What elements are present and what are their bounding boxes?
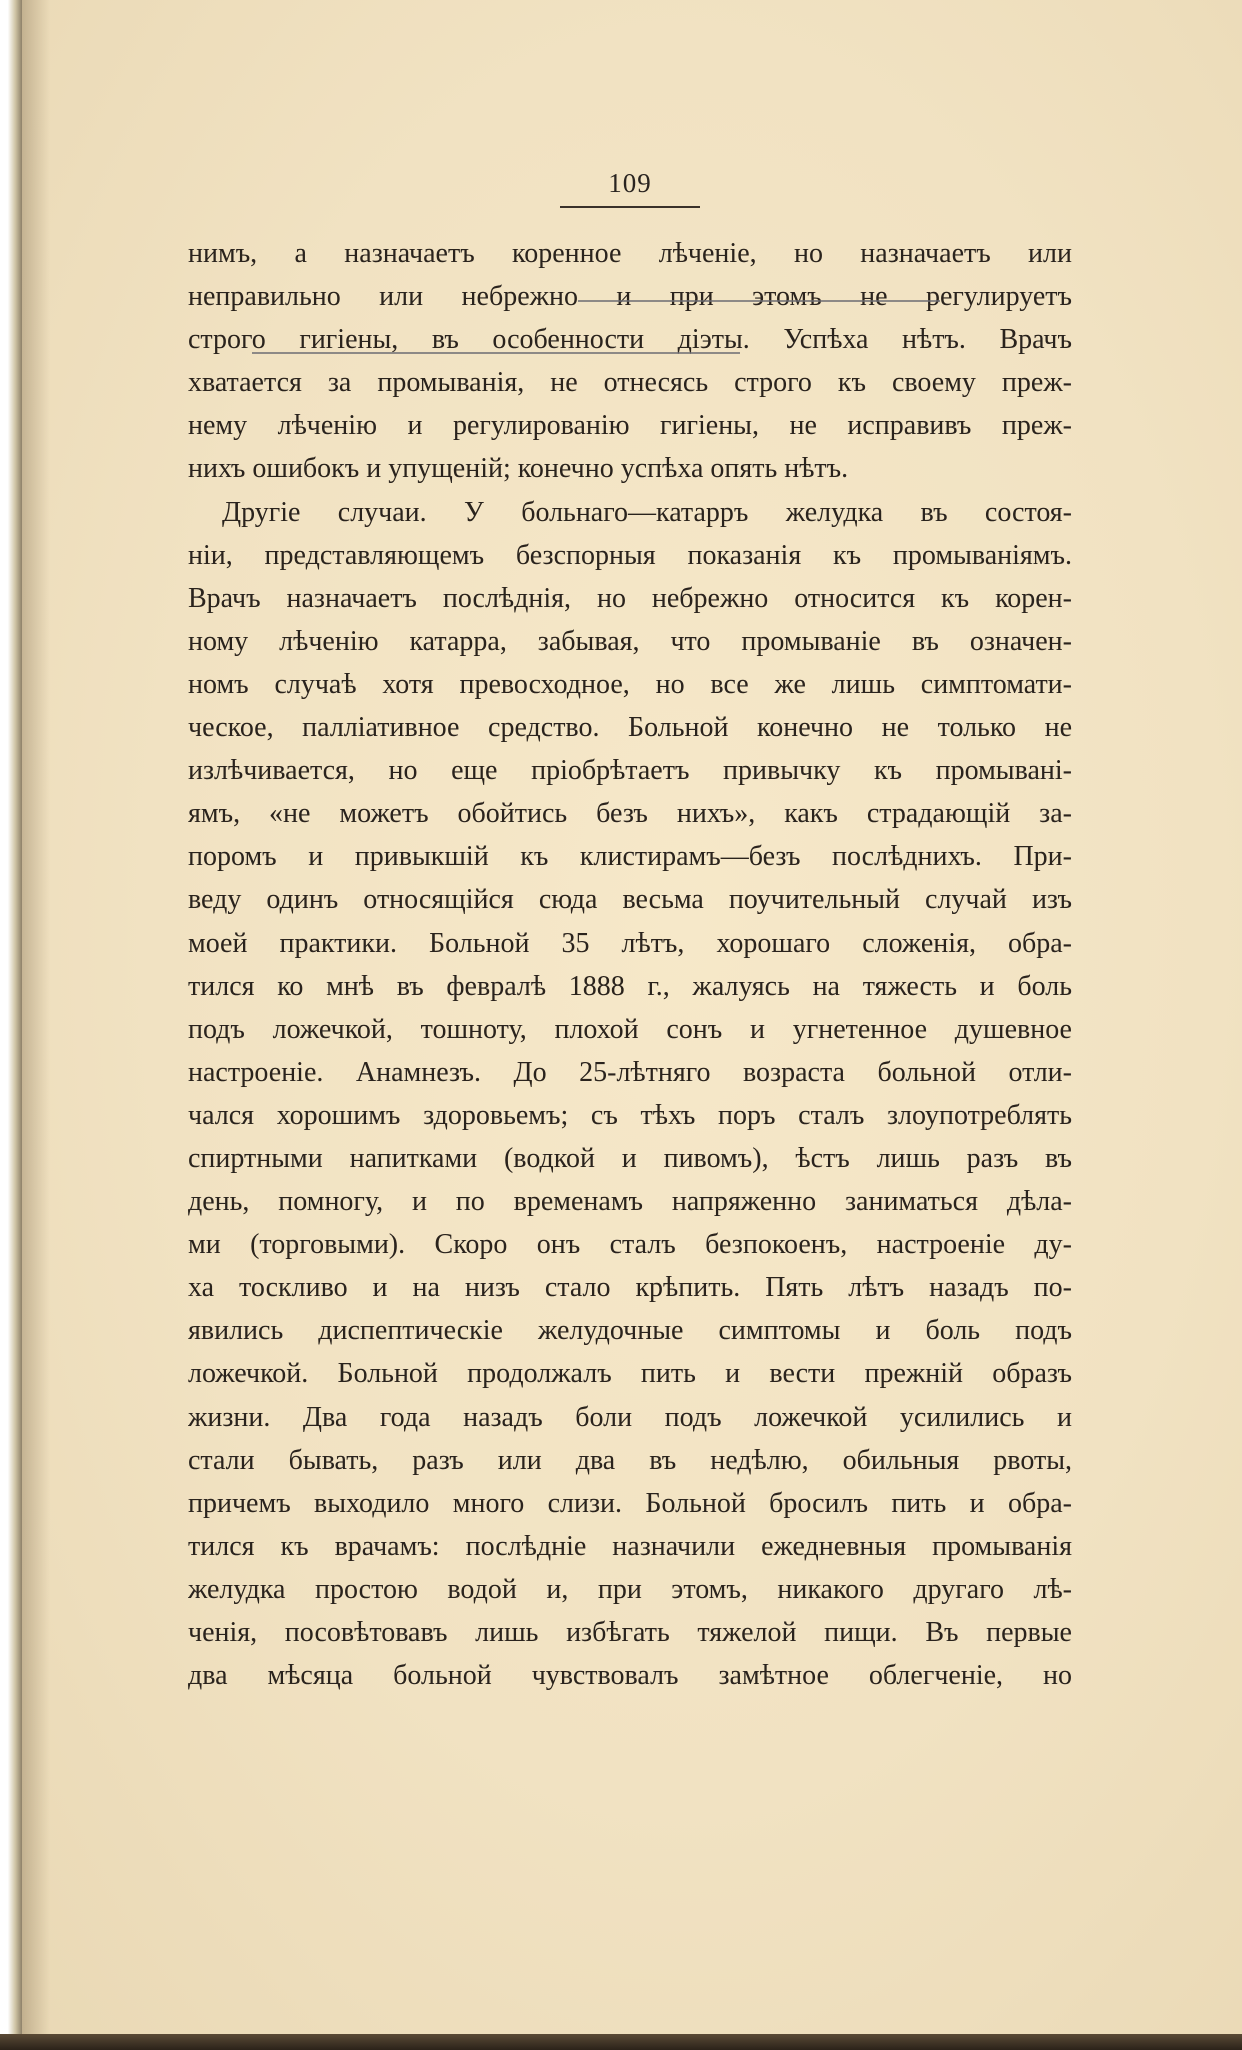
text-line: Врачъ назначаетъ послѣднія, но небрежно относится къ корен- (188, 582, 1072, 614)
page-number: 109 (608, 168, 652, 198)
text-line: Другіе случаи. У больнаго—катарръ желудка въ состоя- (222, 496, 1072, 528)
text-line: строго гигіены, въ особенности діэты. Успѣха нѣтъ. Врачъ (188, 324, 1072, 356)
pencil-underline (252, 352, 740, 354)
pencil-underline (578, 300, 940, 302)
text-line: веду одинъ относящійся сюда весьма поучительный случай изъ (188, 884, 1072, 916)
body-text (188, 232, 1072, 1697)
text-line: ному лѣченію катарра, забывая, что промываніе въ означен- (188, 625, 1072, 657)
gutter-shadow (22, 0, 50, 2050)
text-line: излѣчивается, но еще пріобрѣтаетъ привычку къ промывані- (188, 755, 1072, 787)
text-line: настроеніе. Анамнезъ. До 25-лѣтняго возраста больной отли- (188, 1056, 1072, 1088)
text-line: нихъ ошибокъ и упущеній; конечно успѣха опять нѣтъ. (188, 453, 849, 485)
text-line: тился къ врачамъ: послѣдніе назначили ежедневныя промыванія (188, 1530, 1072, 1562)
page-number-rule (560, 206, 700, 208)
text-line: неправильно или небрежно и при этомъ не регулируетъ (188, 281, 1072, 313)
page-bottom-edge (0, 2034, 1242, 2050)
text-line: нимъ, а назначаетъ коренное лѣченіе, но назначаетъ или (188, 238, 1072, 269)
text-line: желудка простою водой и, при этомъ, никакого другаго лѣ- (188, 1573, 1072, 1605)
text-line: стали бывать, разъ или два въ недѣлю, обильныя рвоты, (188, 1444, 1072, 1476)
text-line: ніи, представляющемъ безспорныя показанія къ промываніямъ. (188, 539, 1072, 571)
text-line: тился ко мнѣ въ февралѣ 1888 г., жалуясь на тяжесть и боль (188, 970, 1072, 1002)
text-line: ямъ, «не можетъ обойтись безъ нихъ», какъ страдающій за- (188, 798, 1072, 830)
text-line: ческое, палліативное средство. Больной конечно не только не (188, 712, 1072, 744)
text-line: хватается за промыванія, не отнесясь строго къ своему преж- (188, 367, 1072, 399)
text-line: ха тоскливо и на низъ стало крѣпить. Пять лѣтъ назадъ по- (188, 1272, 1072, 1304)
text-line: поромъ и привыкшій къ клистирамъ—безъ послѣднихъ. При- (188, 841, 1072, 873)
text-line: день, помногу, и по временамъ напряженно заниматься дѣла- (188, 1186, 1072, 1218)
text-line: жизни. Два года назадъ боли подъ ложечкой усилились и (188, 1401, 1072, 1433)
binding-gutter (0, 0, 22, 2050)
text-line: номъ случаѣ хотя превосходное, но все же лишь симптомати- (188, 668, 1072, 700)
text-line: спиртными напитками (водкой и пивомъ), ѣстъ лишь разъ въ (188, 1142, 1072, 1174)
text-line: подъ ложечкой, тошноту, плохой сонъ и угнетенное душевное (188, 1013, 1072, 1045)
text-line: нему лѣченію и регулированію гигіены, не исправивъ преж- (188, 410, 1072, 442)
text-line: ложечкой. Больной продолжалъ пить и вести прежній образъ (188, 1358, 1072, 1390)
text-line: чался хорошимъ здоровьемъ; съ тѣхъ поръ сталъ злоупотреблять (188, 1099, 1072, 1131)
text-line: ми (торговыми). Скоро онъ сталъ безпокоенъ, настроеніе ду- (188, 1229, 1072, 1261)
text-line: причемъ выходило много слизи. Больной бросилъ пить и обра- (188, 1487, 1072, 1519)
text-line: два мѣсяца больной чувствовалъ замѣтное облегченіе, но (188, 1660, 1072, 1692)
text-line: ченія, посовѣтовавъ лишь избѣгать тяжелой пищи. Въ первые (188, 1617, 1072, 1648)
text-line: моей практики. Больной 35 лѣтъ, хорошаго сложенія, обра- (188, 927, 1072, 959)
text-line: явились диспептическіе желудочные симптомы и боль подъ (188, 1315, 1072, 1347)
